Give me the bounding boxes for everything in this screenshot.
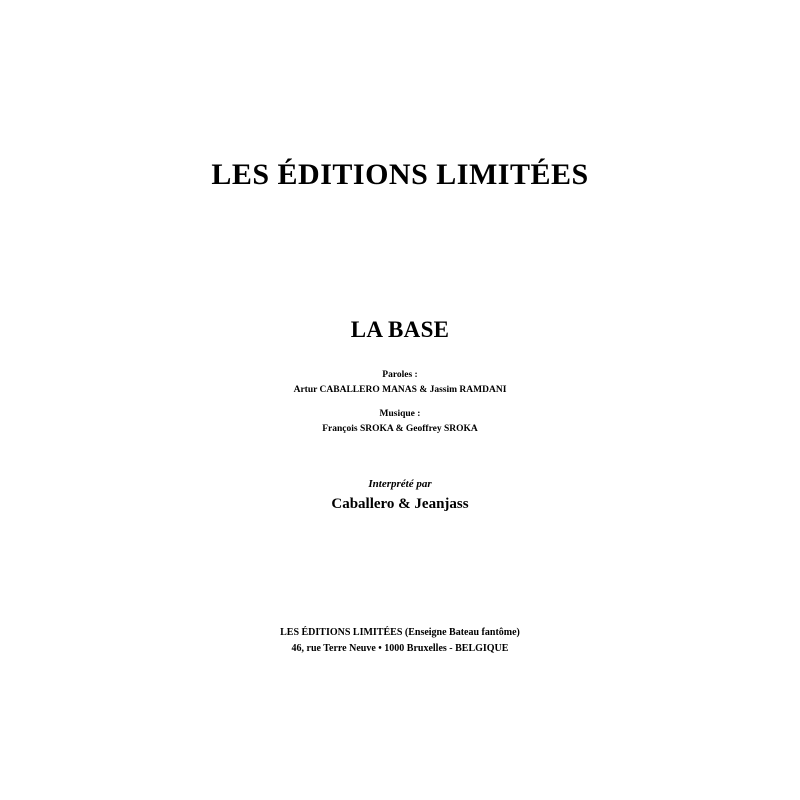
credits-section	[0, 368, 800, 447]
credits-lyrics-label: Paroles :	[382, 370, 418, 380]
publisher-title: LES ÉDITIONS LIMITÉES	[211, 158, 589, 191]
credits-lyrics-names: Artur CABALLERO MANAS & Jassim RAMDANI	[293, 384, 507, 395]
publisher-footer-name: LES ÉDITIONS LIMITÉES (Enseigne Bateau fantôme)	[280, 627, 520, 638]
performer-section	[0, 476, 800, 515]
publisher-footer-address: 46, rue Terre Neuve • 1000 Bruxelles - BELGIQUE	[291, 642, 509, 654]
credits-music	[0, 407, 800, 436]
credits-music-label: Musique :	[379, 409, 421, 420]
performer-label: Interprété par	[368, 478, 432, 490]
performer-name: Caballero & Jeanjass	[331, 495, 469, 512]
publisher-footer	[0, 625, 800, 656]
credits-music-names: François SROKA & Geoffrey SROKA	[322, 424, 478, 435]
song-title: LA BASE	[350, 317, 450, 342]
credits-lyrics	[0, 368, 800, 397]
